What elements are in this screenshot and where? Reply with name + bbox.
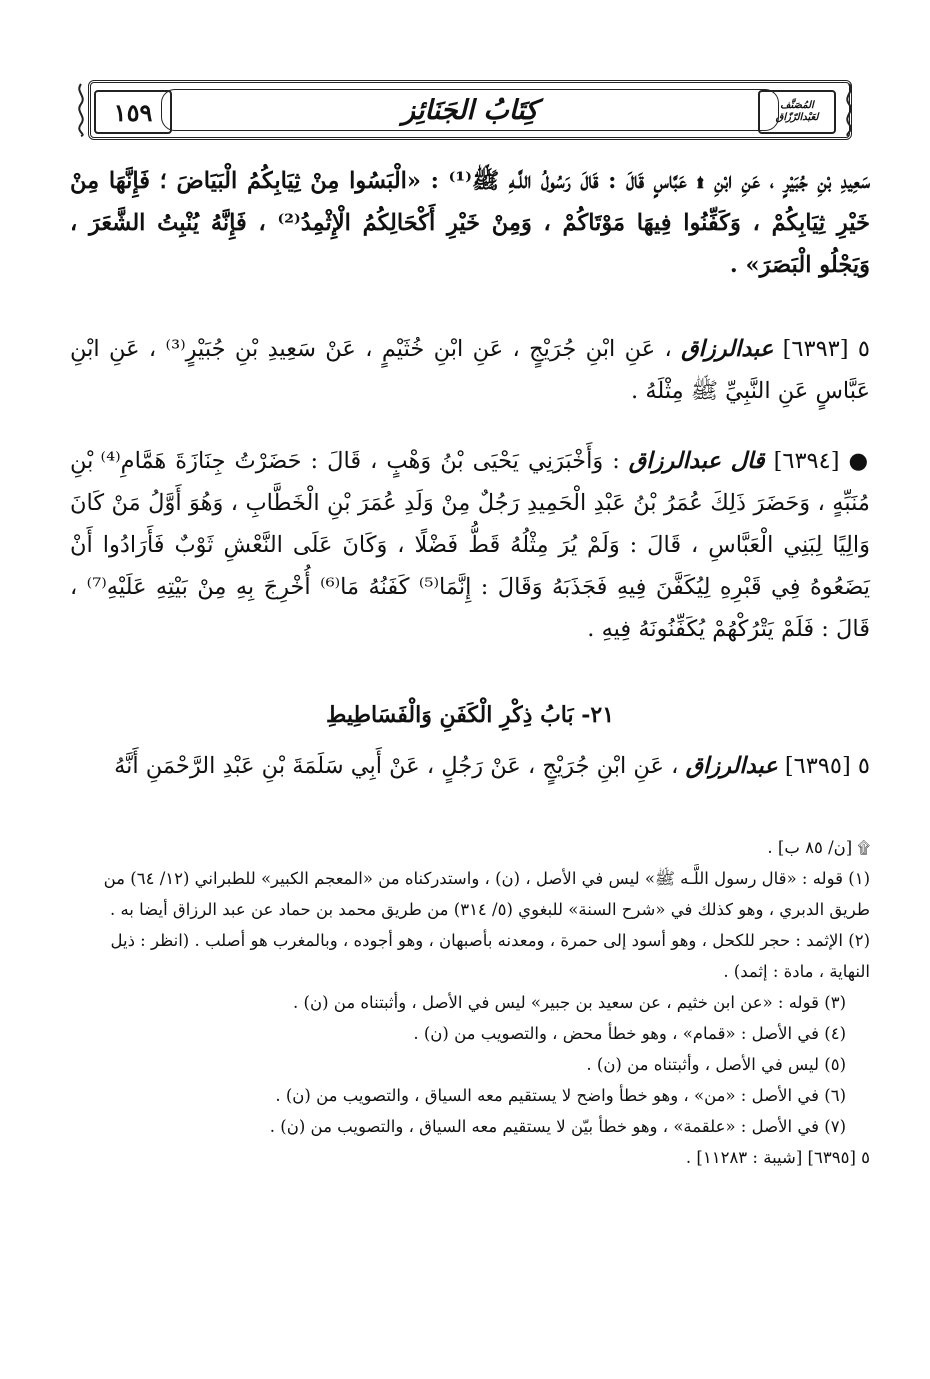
narrator-name: عبدالرزاق: [685, 753, 778, 779]
logo-line-2: لعَبْدالرّزّاق: [775, 112, 819, 123]
footnote-4: (٤) في الأصل : «قمام» ، وهو خطأ محض ، والتصويب من (ن) .: [413, 1024, 846, 1043]
hadith-number: [٦٣٩٤]: [773, 448, 840, 474]
paragraph-text: ، عَنِ ابْنِ جُرَيْجٍ ، عَنِ ابْنِ خُثَيْمٍ ، عَنْ سَعِيدِ بْنِ جُبَيْرٍ⁽³⁾ ، عَنِ ابْنِ عَبَّاسٍ عَنِ النَّبِيِّ ﷺ مِثْلَهُ .: [70, 336, 870, 404]
logo-line-1: المُصَنَّف: [780, 100, 814, 111]
footnotes: [70, 832, 870, 1173]
paragraph-6395: [70, 745, 870, 787]
book-logo: [758, 90, 836, 134]
book-title: كِتَابُ الجَنَائِز: [402, 94, 538, 126]
footnote-2: (٢) الإثمد : حجر للكحل ، وهو أسود إلى حمرة ، ومعدنه بأصبهان ، وهو أجوده ، وبالمغرب هو أصلب . (انظر : ذيل النهاية ، مادة : إثمد) .: [110, 931, 870, 981]
paragraph-6394: [70, 440, 870, 650]
paragraph-6393: [70, 328, 870, 412]
hadith-number: [٦٣٩٣]: [782, 336, 849, 362]
footnote-5: (٥) ليس في الأصل ، وأثبتناه من (ن) .: [586, 1055, 846, 1074]
footnote-marker-note: ۩ [ن/ ٨٥ ب] .: [767, 838, 870, 857]
right-ornament-icon: [842, 82, 856, 138]
footnote-1: (١) قوله : «قال رسول اللَّـه ﷺ» ليس في الأصل ، (ن) ، واستدركناه من «المعجم الكبير» للطبراني (١٢/ ٦٤) من طريق الدبري ، وهو كذلك في «شرح السنة» للبغوي (٥/ ٣١٤) من طريق محمد بن حماد عن عبد الرزاق أيضا به .: [103, 869, 870, 919]
narrator-name: عبدالرزاق: [681, 336, 774, 362]
paragraph-1: [70, 160, 870, 286]
paragraph-text: : وَأَخْبَرَنِي يَحْيَى بْنُ وَهْبٍ ، قَالَ : حَضَرْتُ جِنَازَةَ هَمَّامِ⁽⁴⁾ بْنِ مُنَبِّهٍ ، وَحَضَرَ ذَلِكَ عُمَرُ بْنُ عَبْدِ الْحَمِيدِ رَجُلٌ مِنْ وَلَدِ عُمَرَ بْنِ الْخَطَّابِ ، وَهُوَ أَوَّلُ مَنْ كَانَ وَالِيًا لِبَنِي الْعَبَّاسِ ، قَالَ : وَلَمْ يُرَ مِثْلُهُ قَطُّ فَضْلًا ، وَكَانَ عَلَى النَّعْشِ ثَوْبٌ فَأَرَادُوا أَنْ يَضَعُوهُ فِي قَبْرِهِ لِيُكَفَّنَ فِيهِ فَجَذَبَهُ وَقَالَ : إِنَّمَا⁽⁵⁾ كَفَنُهُ مَا⁽⁶⁾ أُخْرِجَ بِهِ مِنْ بَيْتِهِ عَلَيْهِ⁽⁷⁾ ، قَالَ : فَلَمْ يَتْرُكْهُمْ يُكَفِّنُونَهُ فِيهِ .: [70, 448, 870, 642]
paragraph-text: سَعِيدِ بْنِ جُبَيْرٍ ، عَنِ ابْنِ ۩ عَبَّاسٍ قَالَ : قَالَ رَسُولُ اللَّـهِ ﷺ⁽¹⁾ : «الْبَسُوا مِنْ ثِيَابِكُمُ الْبَيَاضَ ؛ فَإِنَّهَا مِنْ خَيْرِ ثِيَابِكُمْ ، وَكَفِّنُوا فِيهَا مَوْتَاكُمْ ، وَمِنْ خَيْرِ أَكْحَالِكُمُ الْإِثْمِدُ⁽²⁾ ، فَإِنَّهُ يُنْبِتُ الشَّعَرَ ، وَيَجْلُو الْبَصَرَ» .: [70, 168, 870, 278]
footnote-6: (٦) في الأصل : «من» ، وهو خطأ واضح لا يستقيم معه السياق ، والتصويب من (ن) .: [275, 1086, 846, 1105]
page-header: [88, 80, 852, 140]
paragraph-text: ، عَنِ ابْنِ جُرَيْجٍ ، عَنْ رَجُلٍ ، عَنْ أَبِي سَلَمَةَ بْنِ عَبْدِ الرَّحْمَنِ أَنَّهُ: [114, 753, 679, 779]
hadith-marker: ٥: [857, 753, 870, 779]
page-number: ١٥٩: [94, 90, 172, 134]
footnote-7: (٧) في الأصل : «علقمة» ، وهو خطأ بيّن لا يستقيم معه السياق ، والتصويب من (ن) .: [269, 1117, 846, 1136]
hadith-marker: ٥: [857, 336, 870, 362]
chapter-heading: ٢١- بَابُ ذِكْرِ الْكَفَنِ وَالْفَسَاطِيطِ: [325, 702, 615, 728]
footnote-3: (٣) قوله : «عن ابن خثيم ، عن سعيد بن جبير» ليس في الأصل ، وأثبتناه من (ن) .: [293, 993, 846, 1012]
left-ornament-icon: [74, 82, 88, 138]
hadith-marker: ●: [848, 448, 871, 474]
header-title-frame: [161, 89, 779, 131]
hadith-number: [٦٣٩٥]: [784, 753, 851, 779]
source-reference: ٥ [٦٣٩٥] [شيبة : ١١٢٨٣] .: [685, 1148, 870, 1167]
narrator-name: قال عبدالرزاق: [628, 448, 765, 474]
